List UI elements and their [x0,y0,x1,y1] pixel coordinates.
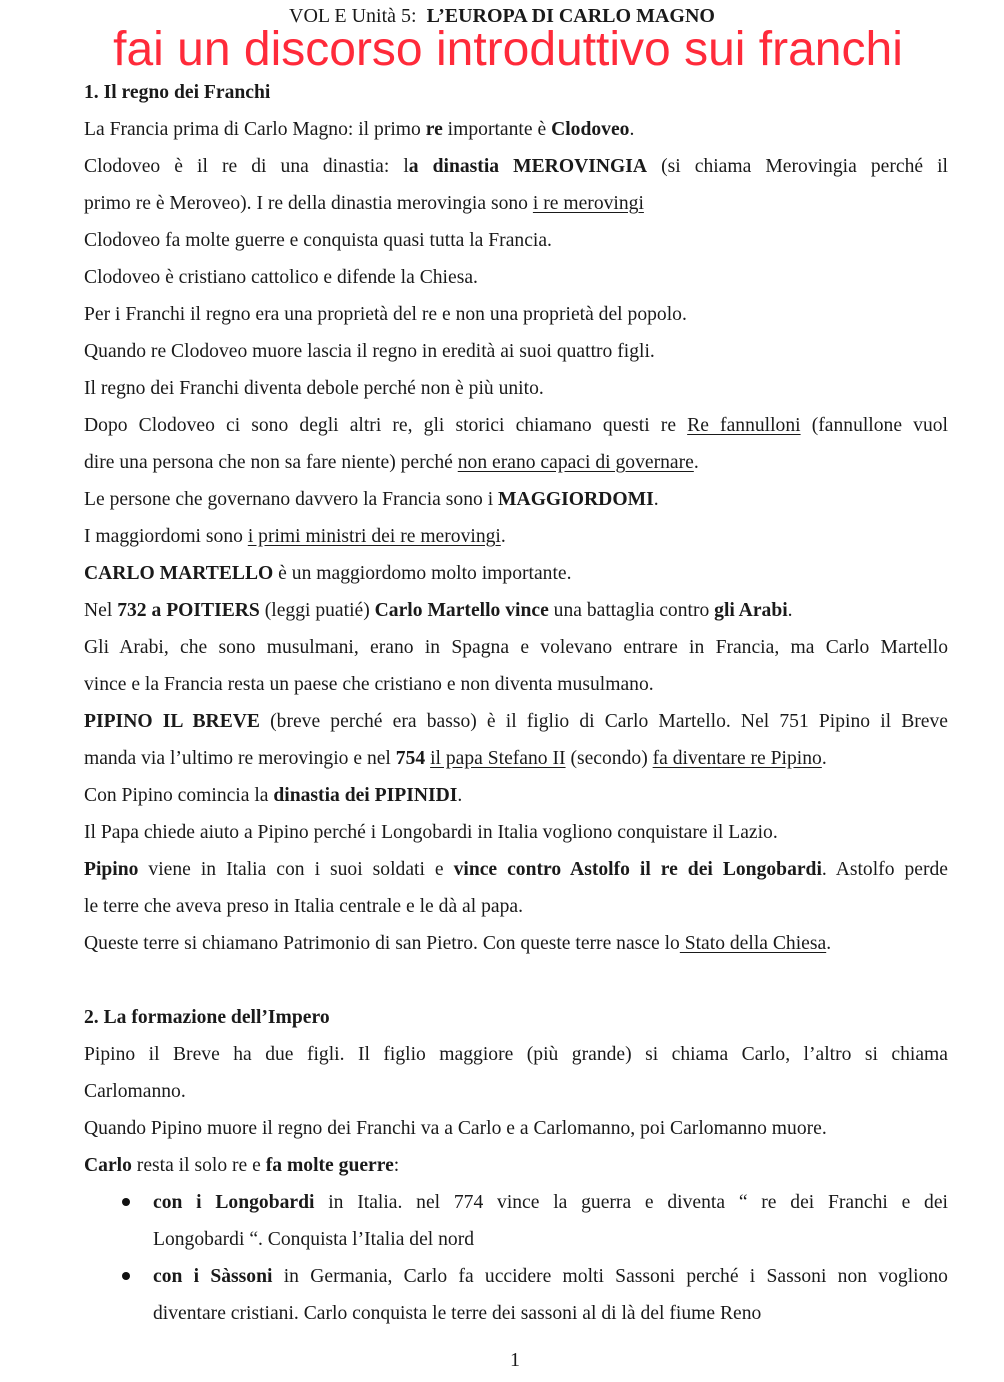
bullet-continuation: Longobardi “. Conquista l’Italia del nord [153,1229,475,1250]
document-body [84,74,948,1332]
bullet-dot-icon [122,1198,130,1206]
paragraph-line: Dopo Clodoveo ci sono degli altri re, gli storici chiamano questi re Re fannulloni (fannullone vuol [84,415,949,436]
paragraph-line: primo re è Meroveo). I re della dinastia merovingia sono i re merovingi [84,193,644,214]
paragraph-line: Carlomanno. [84,1081,186,1102]
paragraph-line: manda via l’ultimo re merovingio e nel 754 il papa Stefano II (secondo) fa diventare re Pipino. [84,748,827,769]
section-2-heading: 2. La formazione dell’Impero [84,1007,330,1028]
handwritten-note: fai un discorso introduttivo sui franchi [113,23,903,76]
page-number: 1 [510,1349,520,1371]
header-title: L’EUROPA DI CARLO MAGNO [426,5,715,27]
section-1-heading: 1. Il regno dei Franchi [84,82,271,103]
paragraph-line: Pipino viene in Italia con i suoi soldati e vince contro Astolfo il re dei Longobardi. Astolfo perde [84,859,948,880]
section-spacer [84,962,948,999]
paragraph-line: Clodoveo è il re di una dinastia: la dinastia MEROVINGIA (si chiama Merovingia perché il [84,156,949,177]
header-prefix: VOL E Unità 5: [289,5,417,27]
paragraph-line: Con Pipino comincia la dinastia dei PIPINIDI. [84,785,463,806]
bullet-item: con i Longobardi in Italia. nel 774 vince la guerra e diventa “ re dei Franchi e dei [84,1184,948,1221]
paragraph-line: Per i Franchi il regno era una proprietà del re e non una proprietà del popolo. [84,304,687,325]
paragraph-line: Quando re Clodoveo muore lascia il regno in eredità ai suoi quattro figli. [84,341,655,362]
paragraph-line: La Francia prima di Carlo Magno: il primo re importante è Clodoveo. [84,119,635,140]
paragraph-line: Queste terre si chiamano Patrimonio di san Pietro. Con queste terre nasce lo Stato della Chiesa. [84,933,832,954]
paragraph-line: CARLO MARTELLO è un maggiordomo molto importante. [84,563,572,584]
paragraph-line: Pipino il Breve ha due figli. Il figlio maggiore (più grande) si chiama Carlo, l’altro si chiama [84,1044,948,1065]
paragraph-line: dire una persona che non sa fare niente) perché non erano capaci di governare. [84,452,699,473]
paragraph-line: Clodoveo fa molte guerre e conquista quasi tutta la Francia. [84,230,552,251]
bullet-item: con i Sàssoni in Germania, Carlo fa uccidere molti Sassoni perché i Sassoni non vogliono [84,1258,948,1295]
paragraph-line: Nel 732 a POITIERS (leggi puatié) Carlo Martello vince una battaglia contro gli Arabi. [84,600,793,621]
paragraph-line: Le persone che governano davvero la Francia sono i MAGGIORDOMI. [84,489,659,510]
paragraph-line: PIPINO IL BREVE (breve perché era basso) è il figlio di Carlo Martello. Nel 751 Pipino il Breve [84,711,949,732]
bullet-continuation: diventare cristiani. Carlo conquista le terre dei sassoni al di là del fiume Reno [153,1303,762,1324]
paragraph-line: Gli Arabi, che sono musulmani, erano in Spagna e volevano entrare in Francia, ma Carlo Martello [84,637,948,658]
paragraph-line: le terre che aveva preso in Italia centrale e le dà al papa. [84,896,523,917]
bullet-dot-icon [122,1272,130,1280]
paragraph-line: vince e la Francia resta un paese che cristiano e non diventa musulmano. [84,674,654,695]
paragraph-line: Clodoveo è cristiano cattolico e difende la Chiesa. [84,267,478,288]
paragraph-line: Quando Pipino muore il regno dei Franchi va a Carlo e a Carlomanno, poi Carlomanno muore. [84,1118,827,1139]
paragraph-line: Il Papa chiede aiuto a Pipino perché i Longobardi in Italia vogliono conquistare il Lazio. [84,822,778,843]
paragraph-line: Il regno dei Franchi diventa debole perché non è più unito. [84,378,544,399]
paragraph-line: I maggiordomi sono i primi ministri dei re merovingi. [84,526,506,547]
paragraph-line: Carlo resta il solo re e fa molte guerre: [84,1155,400,1176]
